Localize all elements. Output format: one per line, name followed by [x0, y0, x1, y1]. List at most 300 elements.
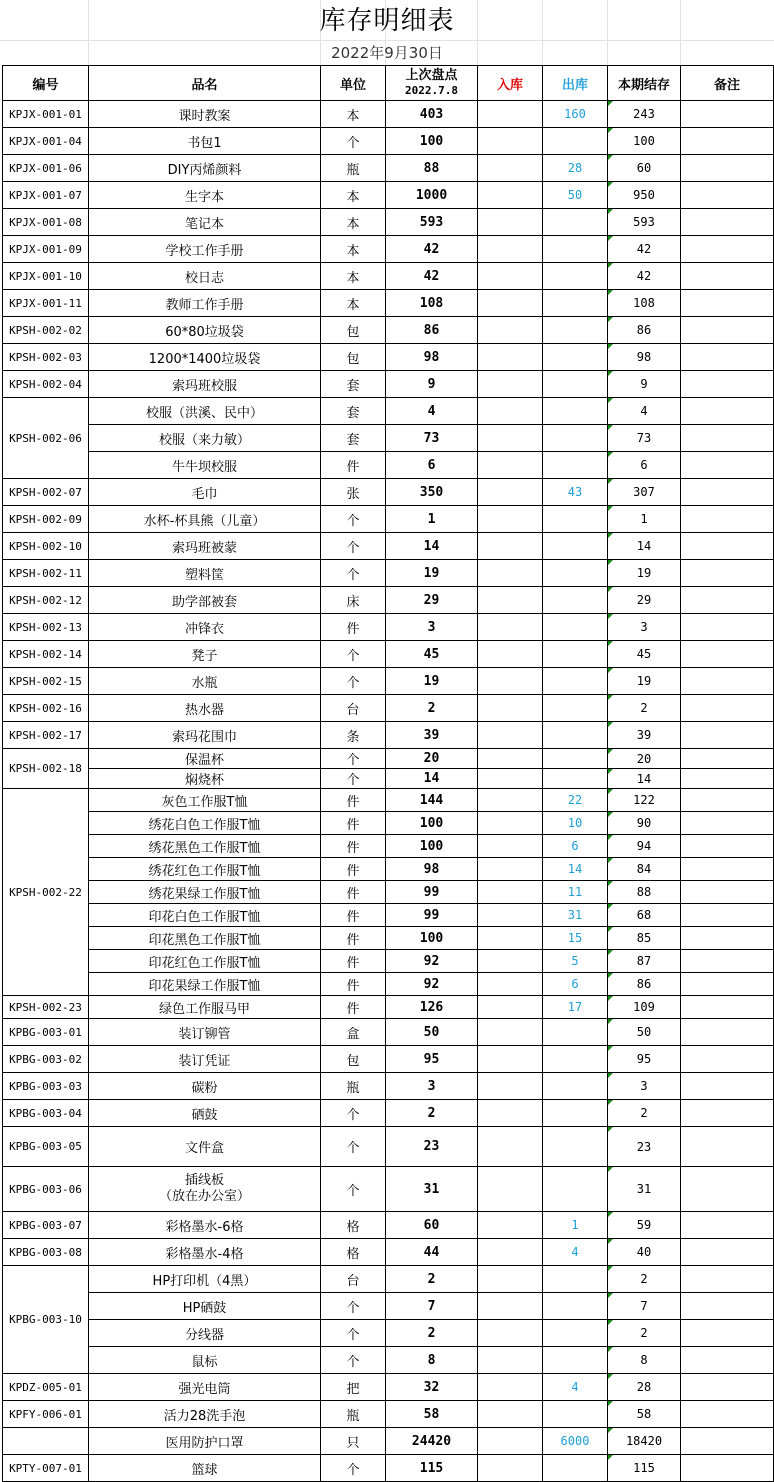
cell-unit[interactable]: 台 [321, 695, 386, 722]
cell-unit[interactable]: 件 [321, 835, 386, 858]
cell-in[interactable] [478, 1019, 543, 1046]
cell-out[interactable] [543, 209, 608, 236]
cell-last-count[interactable]: 29 [386, 587, 478, 614]
cell-unit[interactable]: 件 [321, 996, 386, 1019]
cell-remark[interactable] [681, 1100, 774, 1127]
cell-out[interactable] [543, 769, 608, 789]
cell-in[interactable] [478, 128, 543, 155]
cell-stock[interactable] [608, 371, 681, 398]
cell-unit[interactable]: 个 [321, 1100, 386, 1127]
cell-unit[interactable]: 件 [321, 812, 386, 835]
cell-stock[interactable] [608, 769, 681, 789]
cell-code[interactable]: KPJX-001-01 [3, 101, 89, 128]
cell-stock[interactable] [608, 749, 681, 769]
cell-stock[interactable] [608, 668, 681, 695]
cell-remark[interactable] [681, 425, 774, 452]
cell-in[interactable] [478, 1401, 543, 1428]
cell-name[interactable]: 装订凭证 [89, 1046, 321, 1073]
cell-out[interactable] [543, 749, 608, 769]
cell-stock[interactable] [608, 1401, 681, 1428]
cell-out[interactable] [543, 506, 608, 533]
cell-out[interactable] [543, 1127, 608, 1167]
cell-remark[interactable] [681, 835, 774, 858]
cell-unit[interactable]: 个 [321, 1455, 386, 1482]
cell-unit[interactable]: 件 [321, 950, 386, 973]
cell-stock[interactable] [608, 479, 681, 506]
cell-remark[interactable] [681, 1455, 774, 1482]
cell-in[interactable] [478, 344, 543, 371]
cell-out[interactable] [543, 236, 608, 263]
cell-stock[interactable] [608, 1320, 681, 1347]
cell-stock[interactable] [608, 950, 681, 973]
cell-stock[interactable] [608, 927, 681, 950]
cell-remark[interactable] [681, 1401, 774, 1428]
cell-unit[interactable]: 包 [321, 1046, 386, 1073]
cell-stock[interactable] [608, 317, 681, 344]
cell-out[interactable] [543, 344, 608, 371]
cell-out[interactable] [543, 1046, 608, 1073]
header-name[interactable]: 品名 [89, 66, 321, 101]
cell-in[interactable] [478, 101, 543, 128]
cell-remark[interactable] [681, 398, 774, 425]
cell-last-count[interactable]: 100 [386, 812, 478, 835]
cell-name[interactable]: 彩格墨水-4格 [89, 1239, 321, 1266]
cell-name[interactable]: 助学部被套 [89, 587, 321, 614]
cell-unit[interactable]: 把 [321, 1374, 386, 1401]
cell-name[interactable]: 索玛花围巾 [89, 722, 321, 749]
cell-last-count[interactable]: 95 [386, 1046, 478, 1073]
cell-unit[interactable]: 套 [321, 398, 386, 425]
cell-remark[interactable] [681, 904, 774, 927]
cell-name[interactable]: 学校工作手册 [89, 236, 321, 263]
cell-remark[interactable] [681, 1073, 774, 1100]
cell-stock[interactable] [608, 835, 681, 858]
cell-code[interactable]: KPSH-002-12 [3, 587, 89, 614]
cell-last-count[interactable]: 19 [386, 560, 478, 587]
cell-remark[interactable] [681, 290, 774, 317]
cell-in[interactable] [478, 641, 543, 668]
cell-unit[interactable]: 个 [321, 1167, 386, 1212]
cell-out[interactable]: 31 [543, 904, 608, 927]
cell-out[interactable]: 1 [543, 1212, 608, 1239]
cell-stock[interactable] [608, 425, 681, 452]
cell-last-count[interactable]: 31 [386, 1167, 478, 1212]
cell-in[interactable] [478, 425, 543, 452]
cell-unit[interactable]: 件 [321, 881, 386, 904]
cell-out[interactable] [543, 317, 608, 344]
cell-unit[interactable]: 个 [321, 641, 386, 668]
cell-code[interactable]: KPSH-002-15 [3, 668, 89, 695]
cell-last-count[interactable]: 42 [386, 236, 478, 263]
cell-stock[interactable] [608, 641, 681, 668]
cell-stock[interactable] [608, 101, 681, 128]
cell-last-count[interactable]: 92 [386, 950, 478, 973]
cell-name[interactable]: 装订铆管 [89, 1019, 321, 1046]
cell-in[interactable] [478, 1167, 543, 1212]
cell-out[interactable]: 17 [543, 996, 608, 1019]
cell-in[interactable] [478, 668, 543, 695]
cell-unit[interactable]: 套 [321, 371, 386, 398]
cell-remark[interactable] [681, 533, 774, 560]
cell-remark[interactable] [681, 812, 774, 835]
cell-last-count[interactable]: 99 [386, 904, 478, 927]
cell-remark[interactable] [681, 263, 774, 290]
cell-code[interactable] [3, 1428, 89, 1455]
cell-in[interactable] [478, 317, 543, 344]
cell-stock[interactable] [608, 128, 681, 155]
cell-unit[interactable]: 个 [321, 1127, 386, 1167]
cell-last-count[interactable]: 8 [386, 1347, 478, 1374]
cell-code[interactable]: KPSH-002-14 [3, 641, 89, 668]
cell-unit[interactable]: 套 [321, 425, 386, 452]
cell-unit[interactable]: 个 [321, 533, 386, 560]
cell-remark[interactable] [681, 1212, 774, 1239]
cell-name[interactable]: 水瓶 [89, 668, 321, 695]
cell-in[interactable] [478, 560, 543, 587]
cell-last-count[interactable]: 50 [386, 1019, 478, 1046]
cell-remark[interactable] [681, 452, 774, 479]
cell-in[interactable] [478, 1347, 543, 1374]
cell-stock[interactable] [608, 1428, 681, 1455]
cell-last-count[interactable]: 73 [386, 425, 478, 452]
cell-stock[interactable] [608, 452, 681, 479]
cell-stock[interactable] [608, 587, 681, 614]
cell-code[interactable]: KPSH-002-16 [3, 695, 89, 722]
cell-last-count[interactable]: 4 [386, 398, 478, 425]
cell-out[interactable] [543, 371, 608, 398]
cell-in[interactable] [478, 479, 543, 506]
cell-name[interactable]: 牛牛坝校服 [89, 452, 321, 479]
cell-code[interactable]: KPBG-003-03 [3, 1073, 89, 1100]
cell-in[interactable] [478, 263, 543, 290]
cell-name[interactable]: 保温杯 [89, 749, 321, 769]
cell-unit[interactable]: 瓶 [321, 1401, 386, 1428]
cell-out[interactable] [543, 1167, 608, 1212]
cell-stock[interactable] [608, 1019, 681, 1046]
cell-in[interactable] [478, 533, 543, 560]
cell-stock[interactable] [608, 263, 681, 290]
cell-remark[interactable] [681, 101, 774, 128]
cell-out[interactable] [543, 1100, 608, 1127]
cell-remark[interactable] [681, 927, 774, 950]
cell-code[interactable]: KPSH-002-02 [3, 317, 89, 344]
cell-code[interactable]: KPBG-003-04 [3, 1100, 89, 1127]
cell-code[interactable]: KPJX-001-06 [3, 155, 89, 182]
cell-in[interactable] [478, 1100, 543, 1127]
cell-name[interactable]: 索玛班被蒙 [89, 533, 321, 560]
cell-remark[interactable] [681, 317, 774, 344]
cell-stock[interactable] [608, 560, 681, 587]
cell-remark[interactable] [681, 668, 774, 695]
cell-last-count[interactable]: 100 [386, 128, 478, 155]
cell-out[interactable] [543, 398, 608, 425]
cell-name[interactable]: 60*80垃圾袋 [89, 317, 321, 344]
cell-code[interactable]: KPJX-001-10 [3, 263, 89, 290]
cell-in[interactable] [478, 587, 543, 614]
cell-name[interactable]: 印花黑色工作服T恤 [89, 927, 321, 950]
cell-remark[interactable] [681, 587, 774, 614]
cell-remark[interactable] [681, 236, 774, 263]
cell-unit[interactable]: 格 [321, 1239, 386, 1266]
cell-name[interactable]: 校服（来力敏） [89, 425, 321, 452]
cell-unit[interactable]: 个 [321, 769, 386, 789]
cell-in[interactable] [478, 209, 543, 236]
cell-remark[interactable] [681, 1239, 774, 1266]
cell-in[interactable] [478, 1374, 543, 1401]
cell-stock[interactable] [608, 614, 681, 641]
cell-unit[interactable]: 个 [321, 560, 386, 587]
cell-unit[interactable]: 件 [321, 927, 386, 950]
cell-code[interactable]: KPSH-002-10 [3, 533, 89, 560]
cell-out[interactable] [543, 263, 608, 290]
cell-remark[interactable] [681, 560, 774, 587]
cell-unit[interactable]: 张 [321, 479, 386, 506]
cell-unit[interactable]: 个 [321, 668, 386, 695]
cell-remark[interactable] [681, 614, 774, 641]
cell-in[interactable] [478, 290, 543, 317]
cell-last-count[interactable]: 2 [386, 695, 478, 722]
cell-stock[interactable] [608, 506, 681, 533]
cell-stock[interactable] [608, 722, 681, 749]
header-last-count[interactable] [386, 66, 478, 101]
cell-in[interactable] [478, 182, 543, 209]
cell-name[interactable]: 凳子 [89, 641, 321, 668]
cell-unit[interactable]: 本 [321, 101, 386, 128]
cell-out[interactable] [543, 668, 608, 695]
cell-stock[interactable] [608, 182, 681, 209]
cell-unit[interactable]: 只 [321, 1428, 386, 1455]
header-remark[interactable]: 备注 [681, 66, 774, 101]
cell-code[interactable]: KPJX-001-07 [3, 182, 89, 209]
cell-last-count[interactable]: 3 [386, 1073, 478, 1100]
cell-remark[interactable] [681, 1167, 774, 1212]
cell-in[interactable] [478, 835, 543, 858]
cell-last-count[interactable]: 100 [386, 835, 478, 858]
cell-out[interactable] [543, 128, 608, 155]
cell-last-count[interactable]: 115 [386, 1455, 478, 1482]
cell-in[interactable] [478, 236, 543, 263]
cell-unit[interactable]: 台 [321, 1266, 386, 1293]
cell-code[interactable]: KPBG-003-02 [3, 1046, 89, 1073]
cell-code[interactable]: KPBG-003-07 [3, 1212, 89, 1239]
header-out[interactable]: 出库 [543, 66, 608, 101]
cell-out[interactable] [543, 1073, 608, 1100]
cell-last-count[interactable]: 1000 [386, 182, 478, 209]
cell-out[interactable] [543, 425, 608, 452]
cell-in[interactable] [478, 614, 543, 641]
cell-name[interactable]: 灰色工作服T恤 [89, 789, 321, 812]
cell-remark[interactable] [681, 789, 774, 812]
cell-unit[interactable]: 个 [321, 1320, 386, 1347]
cell-code[interactable]: KPJX-001-11 [3, 290, 89, 317]
cell-stock[interactable] [608, 1293, 681, 1320]
cell-last-count[interactable]: 6 [386, 452, 478, 479]
cell-remark[interactable] [681, 1019, 774, 1046]
cell-last-count[interactable]: 99 [386, 881, 478, 904]
cell-stock[interactable] [608, 1073, 681, 1100]
cell-in[interactable] [478, 1127, 543, 1167]
cell-in[interactable] [478, 812, 543, 835]
cell-name[interactable]: 绿色工作服马甲 [89, 996, 321, 1019]
cell-stock[interactable] [608, 695, 681, 722]
cell-name[interactable]: 毛巾 [89, 479, 321, 506]
cell-code[interactable]: KPSH-002-23 [3, 996, 89, 1019]
cell-name[interactable]: HP硒鼓 [89, 1293, 321, 1320]
cell-last-count[interactable]: 98 [386, 344, 478, 371]
cell-name[interactable]: 冲锋衣 [89, 614, 321, 641]
cell-remark[interactable] [681, 749, 774, 769]
cell-unit[interactable]: 件 [321, 904, 386, 927]
cell-remark[interactable] [681, 695, 774, 722]
cell-code[interactable]: KPSH-002-17 [3, 722, 89, 749]
cell-remark[interactable] [681, 1293, 774, 1320]
cell-out[interactable] [543, 1266, 608, 1293]
cell-name[interactable]: 热水器 [89, 695, 321, 722]
cell-name[interactable]: 篮球 [89, 1455, 321, 1482]
cell-unit[interactable]: 瓶 [321, 155, 386, 182]
cell-name[interactable]: 鼠标 [89, 1347, 321, 1374]
cell-last-count[interactable]: 144 [386, 789, 478, 812]
cell-in[interactable] [478, 371, 543, 398]
cell-remark[interactable] [681, 1266, 774, 1293]
cell-out[interactable]: 14 [543, 858, 608, 881]
cell-code[interactable]: KPBG-003-05 [3, 1127, 89, 1167]
cell-remark[interactable] [681, 950, 774, 973]
cell-remark[interactable] [681, 1127, 774, 1167]
cell-stock[interactable] [608, 398, 681, 425]
cell-out[interactable] [543, 722, 608, 749]
cell-in[interactable] [478, 722, 543, 749]
cell-last-count[interactable]: 2 [386, 1100, 478, 1127]
header-stock[interactable]: 本期结存 [608, 66, 681, 101]
cell-remark[interactable] [681, 344, 774, 371]
cell-last-count[interactable]: 86 [386, 317, 478, 344]
cell-in[interactable] [478, 973, 543, 996]
cell-in[interactable] [478, 452, 543, 479]
cell-stock[interactable] [608, 209, 681, 236]
cell-last-count[interactable]: 98 [386, 858, 478, 881]
cell-unit[interactable]: 本 [321, 236, 386, 263]
cell-remark[interactable] [681, 155, 774, 182]
cell-name[interactable]: 彩格墨水-6格 [89, 1212, 321, 1239]
cell-stock[interactable] [608, 1100, 681, 1127]
cell-in[interactable] [478, 881, 543, 904]
cell-last-count[interactable]: 20 [386, 749, 478, 769]
cell-remark[interactable] [681, 209, 774, 236]
cell-out[interactable]: 4 [543, 1374, 608, 1401]
cell-code[interactable]: KPBG-003-01 [3, 1019, 89, 1046]
cell-name[interactable]: 绣花黑色工作服T恤 [89, 835, 321, 858]
cell-name[interactable]: 生字本 [89, 182, 321, 209]
cell-last-count[interactable]: 403 [386, 101, 478, 128]
cell-last-count[interactable]: 2 [386, 1320, 478, 1347]
cell-code[interactable]: KPDZ-005-01 [3, 1374, 89, 1401]
cell-name[interactable]: 绣花白色工作服T恤 [89, 812, 321, 835]
cell-remark[interactable] [681, 722, 774, 749]
cell-last-count[interactable]: 9 [386, 371, 478, 398]
cell-name[interactable]: 教师工作手册 [89, 290, 321, 317]
cell-out[interactable] [543, 695, 608, 722]
cell-out[interactable] [543, 560, 608, 587]
cell-code[interactable]: KPTY-007-01 [3, 1455, 89, 1482]
cell-out[interactable] [543, 1293, 608, 1320]
cell-name[interactable]: 塑料筐 [89, 560, 321, 587]
cell-unit[interactable]: 包 [321, 344, 386, 371]
cell-last-count[interactable]: 19 [386, 668, 478, 695]
cell-stock[interactable] [608, 1127, 681, 1167]
cell-name[interactable]: 印花白色工作服T恤 [89, 904, 321, 927]
cell-in[interactable] [478, 1320, 543, 1347]
cell-last-count[interactable]: 24420 [386, 1428, 478, 1455]
cell-in[interactable] [478, 904, 543, 927]
cell-out[interactable]: 6 [543, 973, 608, 996]
header-code[interactable]: 编号 [3, 66, 89, 101]
cell-out[interactable]: 50 [543, 182, 608, 209]
cell-name[interactable]: 笔记本 [89, 209, 321, 236]
cell-in[interactable] [478, 1073, 543, 1100]
cell-stock[interactable] [608, 881, 681, 904]
cell-in[interactable] [478, 1428, 543, 1455]
cell-unit[interactable]: 本 [321, 209, 386, 236]
cell-out[interactable]: 28 [543, 155, 608, 182]
cell-last-count[interactable]: 88 [386, 155, 478, 182]
cell-remark[interactable] [681, 1428, 774, 1455]
cell-out[interactable]: 10 [543, 812, 608, 835]
cell-remark[interactable] [681, 769, 774, 789]
cell-unit[interactable]: 包 [321, 317, 386, 344]
cell-unit[interactable]: 个 [321, 749, 386, 769]
cell-last-count[interactable]: 60 [386, 1212, 478, 1239]
cell-last-count[interactable]: 7 [386, 1293, 478, 1320]
cell-stock[interactable] [608, 904, 681, 927]
header-in[interactable]: 入库 [478, 66, 543, 101]
cell-code[interactable]: KPSH-002-11 [3, 560, 89, 587]
cell-remark[interactable] [681, 973, 774, 996]
cell-stock[interactable] [608, 344, 681, 371]
cell-name[interactable]: 分线器 [89, 1320, 321, 1347]
cell-remark[interactable] [681, 1347, 774, 1374]
cell-unit[interactable]: 件 [321, 614, 386, 641]
cell-in[interactable] [478, 769, 543, 789]
cell-remark[interactable] [681, 182, 774, 209]
cell-in[interactable] [478, 1212, 543, 1239]
cell-last-count[interactable]: 45 [386, 641, 478, 668]
cell-code[interactable]: KPBG-003-10 [3, 1266, 89, 1374]
cell-code[interactable]: KPBG-003-06 [3, 1167, 89, 1212]
cell-out[interactable] [543, 1347, 608, 1374]
cell-remark[interactable] [681, 996, 774, 1019]
cell-in[interactable] [478, 996, 543, 1019]
cell-stock[interactable] [608, 1455, 681, 1482]
cell-remark[interactable] [681, 506, 774, 533]
cell-out[interactable]: 5 [543, 950, 608, 973]
cell-code[interactable]: KPSH-002-06 [3, 398, 89, 479]
cell-remark[interactable] [681, 371, 774, 398]
cell-name[interactable] [89, 1167, 321, 1212]
cell-name[interactable]: 课时教案 [89, 101, 321, 128]
cell-in[interactable] [478, 506, 543, 533]
cell-name[interactable]: 文件盒 [89, 1127, 321, 1167]
cell-in[interactable] [478, 950, 543, 973]
cell-code[interactable]: KPJX-001-09 [3, 236, 89, 263]
cell-in[interactable] [478, 695, 543, 722]
cell-name[interactable]: 医用防护口罩 [89, 1428, 321, 1455]
cell-code[interactable]: KPSH-002-22 [3, 789, 89, 996]
cell-last-count[interactable]: 2 [386, 1266, 478, 1293]
cell-name[interactable]: 印花红色工作服T恤 [89, 950, 321, 973]
cell-out[interactable] [543, 641, 608, 668]
cell-in[interactable] [478, 155, 543, 182]
